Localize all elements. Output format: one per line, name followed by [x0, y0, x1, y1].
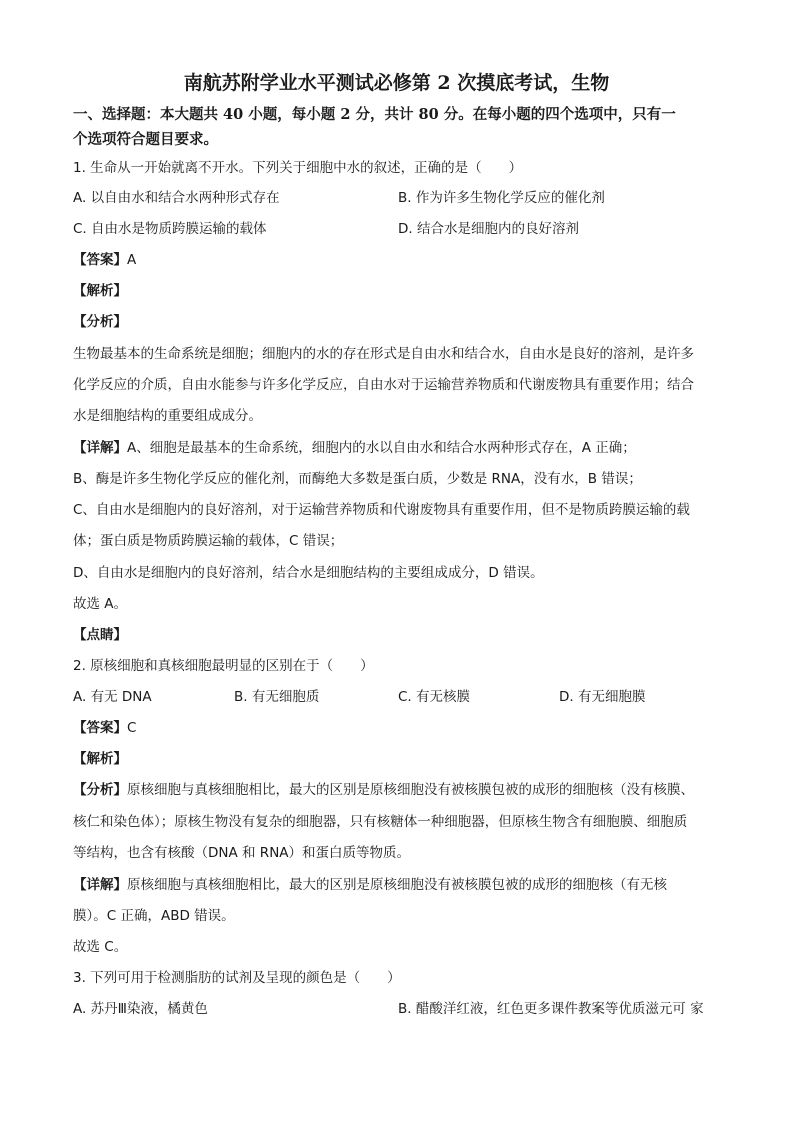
- page-title: 南航苏附学业水平测试必修第 2 次摸底考试，生物: [183, 72, 610, 94]
- answer-value: C: [127, 720, 137, 736]
- detail-tag: 【详解】: [73, 440, 127, 456]
- q1-option-d: D. 结合水是细胞内的良好溶剂: [398, 221, 579, 237]
- q2-option-a: A. 有无 DNA: [73, 689, 152, 705]
- q2-fenxi-line: 等结构，也含有核酸（DNA 和 RNA）和蛋白质等物质。: [73, 845, 411, 861]
- q1-detail-line: C、自由水是细胞内的良好溶剂，对于运输营养物质和代谢废物具有重要作用，但不是物质跨膜运输的载: [73, 502, 690, 518]
- q2-conclusion: 故选 C。: [73, 939, 128, 955]
- section-heading-line-1: 一、选择题：本大题共 40 小题，每小题 2 分，共计 80 分。在每小题的四个选项中，只有一: [73, 106, 676, 123]
- q3-option-b: B. 醋酸洋红液，红色更多课件教案等优质滋元可 家: [398, 1001, 704, 1017]
- answer-value: A: [127, 252, 137, 268]
- q1-detail-line: B、酶是许多生物化学反应的催化剂，而酶绝大多数是蛋白质，少数是 RNA，没有水，B 错误；: [73, 471, 642, 487]
- section-heading-line-2: 个选项符合题目要求。: [73, 131, 218, 148]
- q1-answer: [73, 250, 136, 270]
- q1-option-c: C. 自由水是物质跨膜运输的载体: [73, 221, 267, 237]
- q1-analysis-tag: 【解析】: [73, 283, 127, 299]
- detail-text: A、细胞是最基本的生命系统，细胞内的水以自由水和结合水两种形式存在，A 正确；: [127, 440, 636, 456]
- q1-option-a: A. 以自由水和结合水两种形式存在: [73, 190, 280, 206]
- q1-conclusion: 故选 A。: [73, 596, 128, 612]
- q1-detail-line: 体；蛋白质是物质跨膜运输的载体，C 错误；: [73, 533, 344, 549]
- q1-stem: 1. 生命从一开始就离不开水。下列关于细胞中水的叙述，正确的是（ ）: [73, 160, 523, 176]
- q1-fenxi-line: 水是细胞结构的重要组成成分。: [73, 408, 262, 424]
- detail-tag: 【详解】: [73, 877, 127, 893]
- fenxi-tag: 【分析】: [73, 782, 127, 798]
- q1-fenxi-line: 生物最基本的生命系统是细胞；细胞内的水的存在形式是自由水和结合水，自由水是良好的溶剂，是许多: [73, 346, 694, 362]
- q1-fenxi-line: 化学反应的介质，自由水能参与许多化学反应，自由水对于运输营养物质和代谢废物具有重要作用；结合: [73, 377, 694, 393]
- q1-fenxi-tag: 【分析】: [73, 314, 127, 330]
- q1-detail-line: D、自由水是细胞内的良好溶剂，结合水是细胞结构的主要组成成分，D 错误。: [73, 565, 544, 581]
- detail-text: 原核细胞与真核细胞相比，最大的区别是原核细胞没有被核膜包被的成形的细胞核（有无核: [127, 877, 667, 893]
- q2-stem: 2. 原核细胞和真核细胞最明显的区别在于（ ）: [73, 658, 374, 674]
- q2-detail-line: [73, 875, 667, 895]
- q2-detail-line: 膜）。C 正确，ABD 错误。: [73, 908, 235, 924]
- q2-fenxi-line: [73, 780, 694, 800]
- q2-fenxi-line: 核仁和染色体）；原核生物没有复杂的细胞器，只有核糖体一种细胞器，但原核生物含有细胞膜、细胞质: [73, 814, 688, 830]
- q2-analysis-tag: 【解析】: [73, 751, 127, 767]
- q2-option-b: B. 有无细胞质: [234, 689, 320, 705]
- answer-tag: 【答案】: [73, 252, 127, 268]
- q2-option-d: D. 有无细胞膜: [559, 689, 646, 705]
- q2-option-c: C. 有无核膜: [398, 689, 471, 705]
- fenxi-text: 原核细胞与真核细胞相比，最大的区别是原核细胞没有被核膜包被的成形的细胞核（没有核膜、: [127, 782, 694, 798]
- q3-option-a: A. 苏丹Ⅲ染液，橘黄色: [73, 1001, 208, 1017]
- q3-stem: 3. 下列可用于检测脂肪的试剂及呈现的颜色是（ ）: [73, 970, 401, 986]
- q1-dianjing-tag: 【点睛】: [73, 627, 127, 643]
- q2-answer: [73, 718, 136, 738]
- q1-option-b: B. 作为许多生物化学反应的催化剂: [398, 190, 605, 206]
- answer-tag: 【答案】: [73, 720, 127, 736]
- q1-detail-line: [73, 438, 636, 458]
